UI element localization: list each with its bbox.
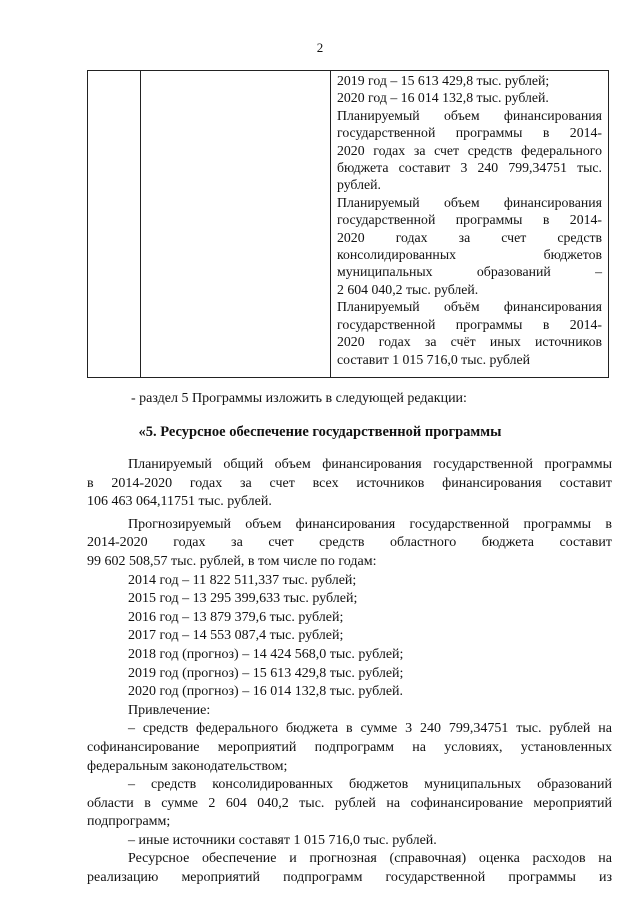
page-number: 2 <box>316 40 324 55</box>
table-line: муниципальных образований – <box>337 264 602 280</box>
attraction-label: Привлечение: <box>128 702 211 718</box>
year-line: 2019 год (прогноз) – 15 613 429,8 тыс. рублей; <box>128 665 404 681</box>
table-line: государственной программы в 2014- <box>337 316 602 332</box>
paragraph-line: федеральным законодательством; <box>87 758 288 774</box>
year-line: 2020 год (прогноз) – 16 014 132,8 тыс. рублей. <box>128 684 404 700</box>
paragraph-line: подпрограмм; <box>87 814 171 830</box>
paragraph-line: Прогнозируемый объем финансирования государственной программы в <box>128 516 612 532</box>
table-line: консолидированных бюджетов <box>337 247 602 263</box>
table-line: 2020 годах за счёт иных источников <box>337 334 602 350</box>
table-column-number <box>88 71 141 377</box>
paragraph-line: Планируемый общий объем финансирования государственной программы <box>128 457 612 472</box>
year-line: 2014 год – 11 822 511,337 тыс. рублей; <box>128 572 357 588</box>
paragraph-line: – средств федерального бюджета в сумме 3 240 799,34751 тыс. рублей на <box>128 721 612 737</box>
table-line: 2020 годах за счет средств федерального <box>337 142 602 158</box>
year-line: 2017 год – 14 553 087,4 тыс. рублей; <box>128 628 344 644</box>
table-line: 2020 год – 16 014 132,8 тыс. рублей. <box>337 90 549 106</box>
paragraph-line: Ресурсное обеспечение и прогнозная (справочная) оценка расходов на <box>128 851 612 867</box>
paragraph-line: области в сумме 2 604 040,2 тыс. рублей на софинансирование мероприятий <box>87 795 612 811</box>
table-line: Планируемый объём финансирования <box>337 299 602 315</box>
paragraph-line: софинансирование мероприятий подпрограмм на условиях, установленных <box>87 739 612 755</box>
table-line: составит 1 015 716,0 тыс. рублей <box>337 351 530 367</box>
paragraph-line: – иные источники составят 1 015 716,0 тыс. рублей. <box>128 832 437 848</box>
table-line: 2 604 040,2 тыс. рублей. <box>337 281 479 297</box>
table-line: 2020 годах за счет средств <box>337 229 602 245</box>
paragraph-line: – средств консолидированных бюджетов муниципальных образований <box>128 777 612 793</box>
paragraph-line: 99 602 508,57 тыс. рублей, в том числе по годам: <box>87 553 377 569</box>
table-line: бюджета составит 3 240 799,34751 тыс. <box>337 160 602 176</box>
table-line: рублей. <box>337 177 381 193</box>
amendment-instruction: - раздел 5 Программы изложить в следующей редакции: <box>131 391 467 406</box>
paragraph-line: реализацию мероприятий подпрограмм государственной программы из <box>87 870 612 886</box>
table-line: 2019 год – 15 613 429,8 тыс. рублей; <box>337 73 550 88</box>
table-line: Планируемый объем финансирования <box>337 194 602 210</box>
table-column-name <box>140 71 331 377</box>
table-line: государственной программы в 2014- <box>337 212 602 228</box>
year-line: 2018 год (прогноз) – 14 424 568,0 тыс. рублей; <box>128 646 404 662</box>
year-line: 2016 год – 13 879 379,6 тыс. рублей; <box>128 609 344 625</box>
paragraph-line: в 2014-2020 годах за счет всех источников финансирования составит <box>87 475 612 491</box>
financing-table <box>87 70 609 378</box>
table-line: государственной программы в 2014- <box>337 125 602 141</box>
table-line: Планируемый объем финансирования <box>337 107 602 123</box>
year-line: 2015 год – 13 295 399,633 тыс. рублей; <box>128 591 358 607</box>
table-column-content <box>332 71 608 377</box>
paragraph-line: 2014-2020 годах за счет средств областного бюджета составит <box>87 535 612 551</box>
section-title: «5. Ресурсное обеспечение государственной программы <box>138 424 502 440</box>
section-body <box>87 456 612 888</box>
paragraph-line: 106 463 064,11751 тыс. рублей. <box>87 494 272 510</box>
